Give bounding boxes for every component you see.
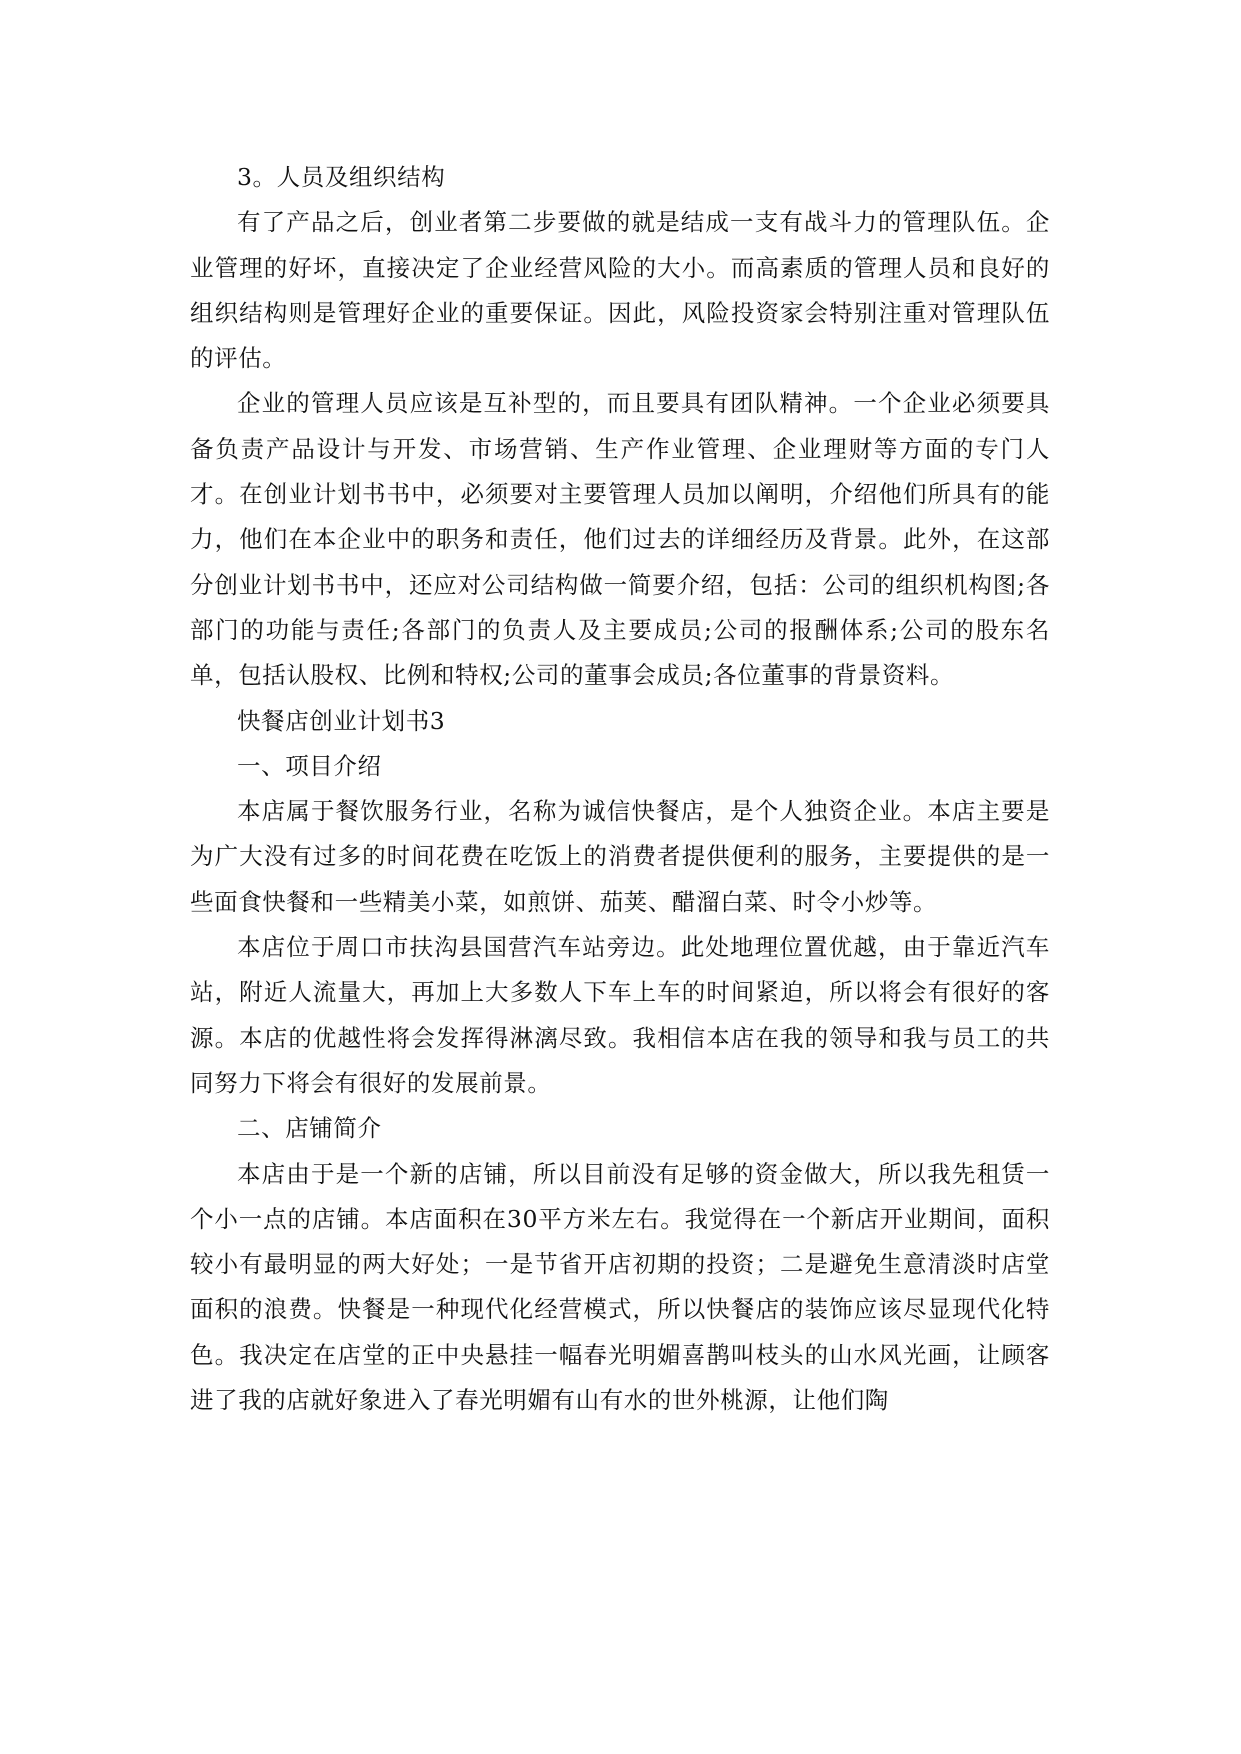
document-title-fastfood-plan: 快餐店创业计划书3: [237, 706, 446, 735]
paragraph-management-team: 有了产品之后，创业者第二步要做的就是结成一支有战斗力的管理队伍。企业管理的好坏，直接决定了企业经营风险的大小。而高素质的管理人员和良好的组织结构则是管理好企业的重要保证。因此，风险投资家会特别注重对管理队伍的评估。: [190, 208, 1050, 373]
paragraph-store-location: 本店位于周口市扶沟县国营汽车站旁边。此处地理位置优越，由于靠近汽车站，附近人流量大，再加上大多数人下车上车的时间紧迫，所以将会有很好的客源。本店的优越性将会发挥得淋漓尽致。我相信本店在我的领导和我与员工的共同努力下将会有很好的发展前景。: [190, 933, 1050, 1097]
section-heading-personnel: 3。人员及组织结构: [237, 163, 446, 191]
paragraph-store-intro: 本店属于餐饮服务行业，名称为诚信快餐店，是个人独资企业。本店主要是为广大没有过多的时间花费在吃饭上的消费者提供便利的服务，主要提供的是一些面食快餐和一些精美小菜，如煎饼、茄荚、醋溜白菜、时令小炒等。: [190, 797, 1050, 916]
section-heading-store-profile: 二、店铺简介: [237, 1114, 382, 1143]
paragraph-management-structure: 企业的管理人员应该是互补型的，而且要具有团队精神。一个企业必须要具备负责产品设计与开发、市场营销、生产作业管理、企业理财等方面的专门人才。在创业计划书书中，必须要对主要管理人员加以阐明，介绍他们所具有的能力，他们在本企业中的职务和责任，他们过去的详细经历及背景。此外，在这部分创业计划书书中，还应对公司结构做一简要介绍，包括：公司的组织机构图;各部门的功能与责任;各部门的负责人及主要成员;公司的报酬体系;公司的股东名单，包括认股权、比例和特权;公司的董事会成员;各位董事的背景资料。: [190, 389, 1050, 690]
section-heading-project-intro: 一、项目介绍: [237, 751, 382, 780]
paragraph-store-profile: 本店由于是一个新的店铺，所以目前没有足够的资金做大，所以我先租赁一个小一点的店铺。本店面积在30平方米左右。我觉得在一个新店开业期间，面积较小有最明显的两大好处；一是节省开店初期的投资；二是避免生意清淡时店堂面积的浪费。快餐是一种现代化经营模式，所以快餐店的装饰应该尽显现代化特色。我决定在店堂的正中央悬挂一幅春光明媚喜鹊叫枝头的山水风光画，让顾客进了我的店就好象进入了春光明媚有山有水的世外桃源，让他们陶: [190, 1159, 1050, 1415]
document-body: [190, 155, 1050, 1423]
